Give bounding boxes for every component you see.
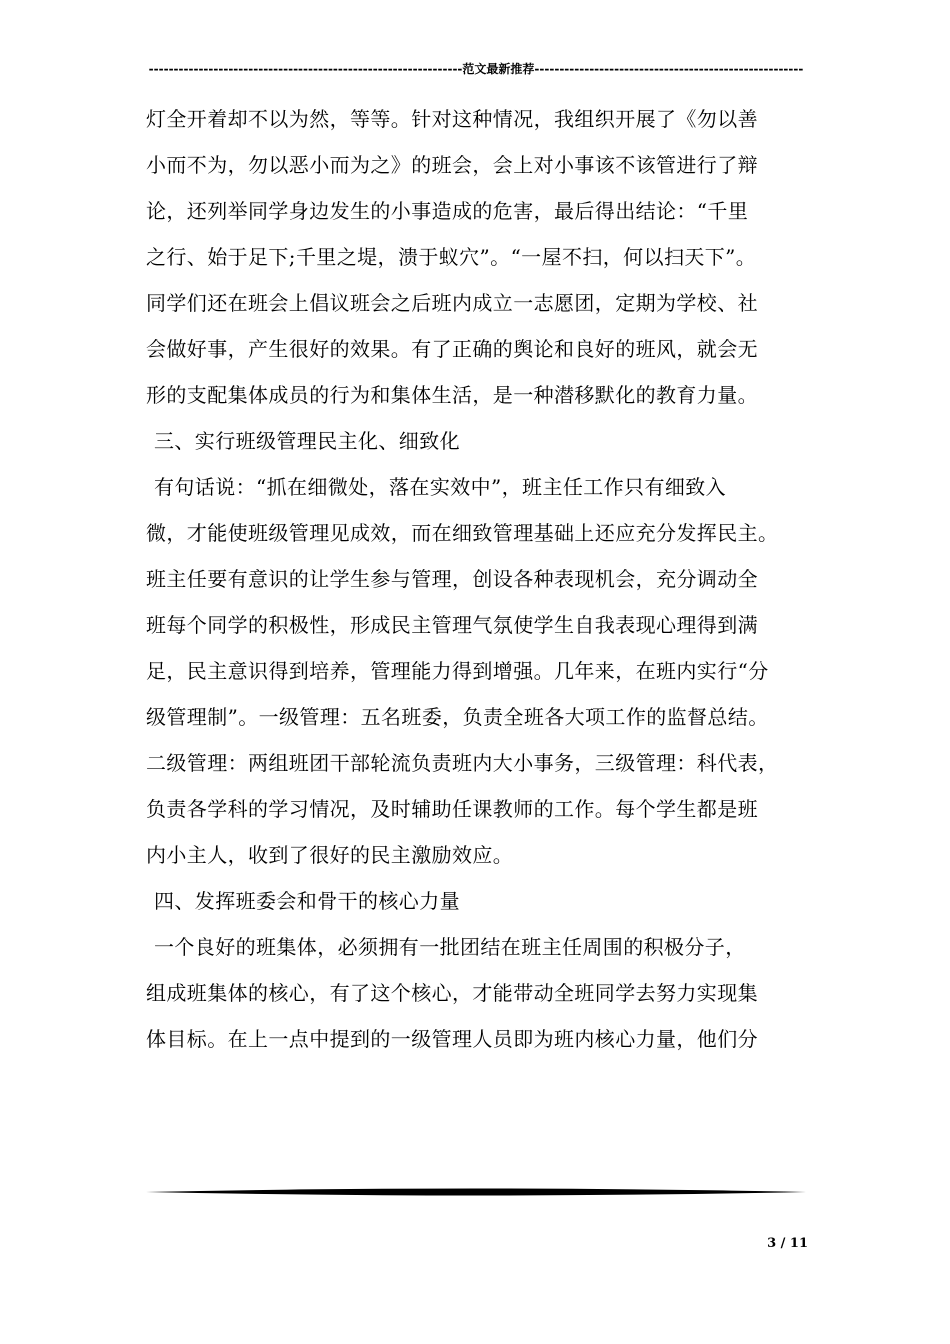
document-body: [146, 96, 808, 1062]
page-number: 3 / 11: [767, 1236, 808, 1251]
paragraph-line: 足，民主意识得到培养，管理能力得到增强。几年来，在班内实行“分: [146, 659, 769, 683]
paragraph-line: 一个良好的班集体，必须拥有一批团结在班主任周围的积极分子，: [154, 935, 746, 959]
section-heading: 四、发挥班委会和骨干的核心力量: [154, 889, 460, 913]
paragraph-line: 负责各学科的学习情况，及时辅助任课教师的工作。每个学生都是班: [146, 797, 758, 821]
paragraph-line: 组成班集体的核心，有了这个核心，才能带动全班同学去努力实现集: [146, 981, 758, 1005]
paragraph-line: 内小主人，收到了很好的民主激励效应。: [146, 843, 514, 867]
paragraph-line: 级管理制”。一级管理：五名班委，负责全班各大项工作的监督总结。: [146, 705, 769, 729]
paragraph-line: 体目标。在上一点中提到的一级管理人员即为班内核心力量，他们分: [146, 1027, 758, 1051]
paragraph-line: 有句话说：“抓在细微处，落在实效中”，班主任工作只有细致入: [154, 475, 727, 499]
paragraph-line: 班每个同学的积极性，形成民主管理气氛使学生自我表现心理得到满: [146, 613, 758, 637]
paragraph-line: 灯全开着却不以为然，等等。针对这种情况，我组织开展了《勿以善: [146, 107, 758, 131]
paragraph-line: 形的支配集体成员的行为和集体生活，是一种潜移默化的教育力量。: [146, 383, 758, 407]
page-header: ---------------------------------------------------------------范文最新推荐------------------------------------------------------: [148, 62, 804, 76]
paragraph-line: 论，还列举同学身边发生的小事造成的危害，最后得出结论：“千里: [146, 199, 749, 223]
paragraph-line: 会做好事，产生很好的效果。有了正确的舆论和良好的班风，就会无: [146, 337, 758, 361]
paragraph-line: 同学们还在班会上倡议班会之后班内成立一志愿团，定期为学校、社: [146, 291, 758, 315]
paragraph-line: 小而不为，勿以恶小而为之》的班会，会上对小事该不该管进行了辩: [146, 153, 758, 177]
paragraph-line: 之行、始于足下;千里之堤，溃于蚁穴”。“一屋不扫，何以扫天下”。: [146, 245, 757, 269]
paragraph-line: 二级管理：两组班团干部轮流负责班内大小事务，三级管理：科代表，: [146, 751, 779, 775]
section-heading: 三、实行班级管理民主化、细致化: [154, 429, 460, 453]
footer-divider: [146, 1186, 806, 1198]
paragraph-line: 班主任要有意识的让学生参与管理，创设各种表现机会，充分调动全: [146, 567, 758, 591]
paragraph-line: 微，才能使班级管理见成效，而在细致管理基础上还应充分发挥民主。: [146, 521, 779, 545]
